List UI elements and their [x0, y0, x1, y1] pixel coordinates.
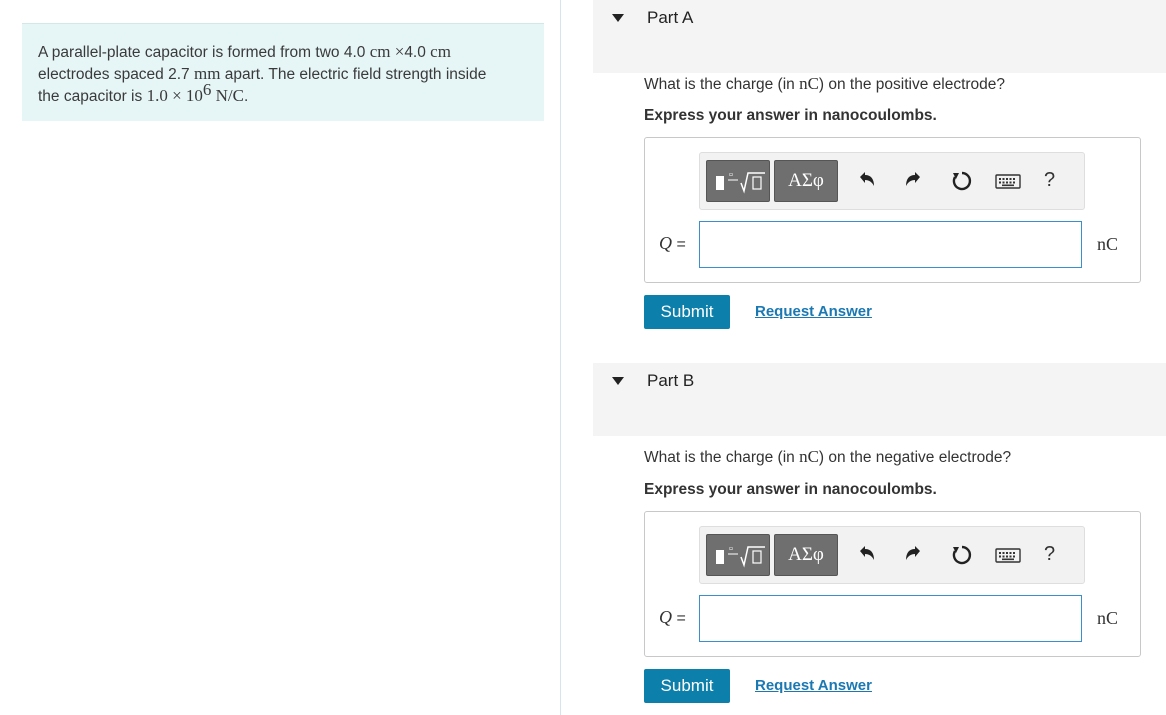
- request-answer-link[interactable]: Request Answer: [755, 677, 872, 694]
- problem-math: cm: [430, 42, 451, 61]
- request-answer-link[interactable]: Request Answer: [755, 303, 872, 320]
- question-text: ) on the positive electrode?: [818, 76, 1006, 93]
- submit-button[interactable]: Submit: [644, 295, 730, 329]
- answer-variable-label: [659, 607, 686, 628]
- problem-math: N/C: [211, 86, 244, 105]
- fraction-sqrt-template-icon[interactable]: [706, 534, 770, 576]
- answer-unit: nC: [1097, 234, 1119, 254]
- problem-math: cm: [369, 42, 391, 61]
- submit-button[interactable]: Submit: [644, 669, 730, 703]
- greek-symbols-button[interactable]: ΑΣφ: [774, 160, 838, 202]
- problem-text: apart. The electric field strength inside: [220, 66, 487, 83]
- keyboard-icon[interactable]: [994, 169, 1022, 193]
- part-b-question: [644, 447, 1011, 467]
- problem-text: A parallel-plate capacitor is formed from two 4.0: [38, 44, 370, 61]
- caret-down-icon[interactable]: [612, 14, 624, 22]
- greek-symbols-button[interactable]: ΑΣφ: [774, 534, 838, 576]
- math-toolbar: [699, 526, 1085, 584]
- part-b-answer-box: [644, 511, 1141, 657]
- part-b-title: Part B: [647, 371, 695, 390]
- undo-icon[interactable]: [854, 543, 878, 567]
- problem-text: 4.0: [404, 44, 431, 61]
- problem-math: ×: [390, 42, 405, 61]
- equals-sign: =: [672, 610, 686, 627]
- answer-unit: nC: [1097, 608, 1119, 628]
- help-button[interactable]: ?: [1044, 543, 1056, 565]
- fraction-sqrt-template-icon[interactable]: [706, 160, 770, 202]
- svg-text:▫: ▫: [729, 169, 733, 181]
- part-a-instruction: Express your answer in nanocoulombs.: [644, 107, 937, 124]
- redo-icon[interactable]: [902, 169, 926, 193]
- variable-symbol: Q: [659, 233, 672, 253]
- problem-text: the capacitor is: [38, 88, 147, 105]
- answer-variable-label: [659, 233, 686, 254]
- question-text: What is the charge (in: [644, 76, 800, 93]
- part-b-header[interactable]: [593, 363, 1166, 436]
- question-unit: nC: [799, 447, 819, 466]
- undo-icon[interactable]: [854, 169, 878, 193]
- variable-symbol: Q: [659, 607, 672, 627]
- problem-statement: [22, 23, 544, 121]
- problem-pane: [0, 0, 560, 715]
- equals-sign: =: [672, 236, 686, 253]
- answer-input[interactable]: [699, 595, 1082, 642]
- question-text: What is the charge (in: [644, 449, 800, 466]
- pane-divider: [560, 0, 561, 715]
- caret-down-icon[interactable]: [612, 377, 624, 385]
- reset-icon[interactable]: [950, 543, 974, 567]
- question-unit: nC: [799, 74, 819, 93]
- problem-math: 1.0 × 10: [146, 86, 203, 105]
- keyboard-icon[interactable]: [994, 543, 1022, 567]
- part-a-question: [644, 74, 1005, 94]
- redo-icon[interactable]: [902, 543, 926, 567]
- problem-text: .: [244, 88, 249, 105]
- question-text: ) on the negative electrode?: [818, 449, 1012, 466]
- problem-math: mm: [193, 64, 221, 83]
- svg-text:▫: ▫: [729, 543, 733, 555]
- part-a-header[interactable]: [593, 0, 1166, 73]
- reset-icon[interactable]: [950, 169, 974, 193]
- part-a-title: Part A: [647, 8, 694, 27]
- math-toolbar: [699, 152, 1085, 210]
- help-button[interactable]: ?: [1044, 169, 1056, 191]
- answer-input[interactable]: [699, 221, 1082, 268]
- part-b-instruction: Express your answer in nanocoulombs.: [644, 481, 937, 498]
- problem-text: electrodes spaced 2.7: [38, 66, 194, 83]
- problem-math-exponent: 6: [202, 79, 212, 99]
- part-a-answer-box: [644, 137, 1141, 283]
